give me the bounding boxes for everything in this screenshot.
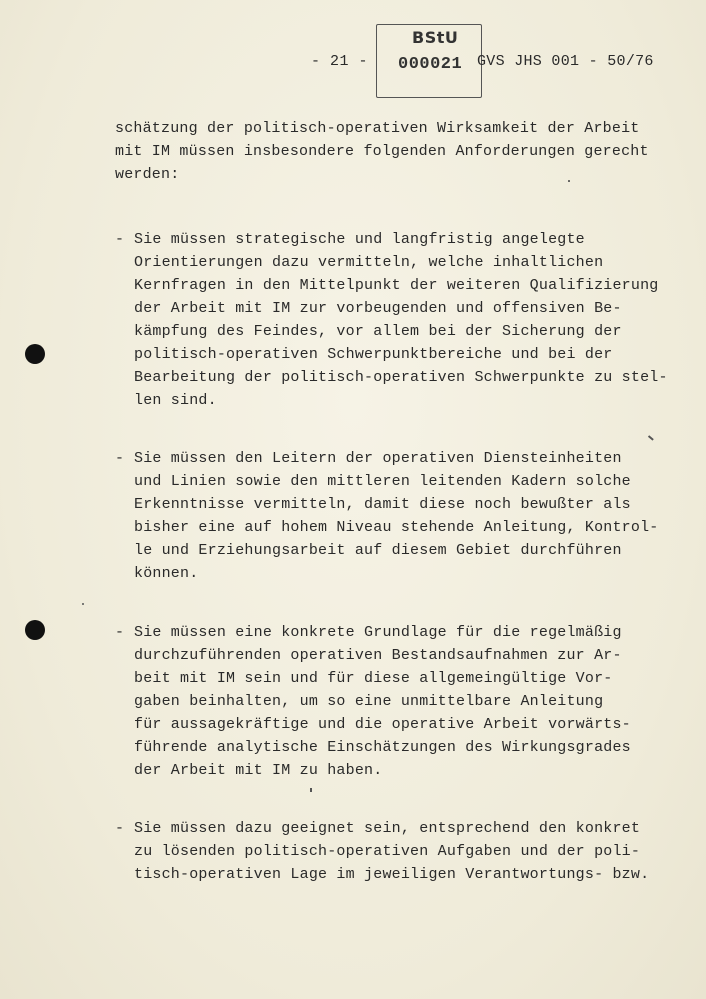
bullet-dash: - <box>115 231 125 248</box>
stamp-title: BStU <box>412 28 459 47</box>
bullet-line: Sie müssen dazu geeignet sein, entsprechend den konkret <box>134 820 641 837</box>
bullet-line: Bearbeitung der politisch-operativen Schwerpunkte zu stel- <box>134 369 668 386</box>
bullet-line: gaben beinhalten, um so eine unmittelbare Anleitung <box>134 693 604 710</box>
bullet-line: beit mit IM sein und für diese allgemeingültige Vor- <box>134 670 613 687</box>
page-number: - 21 - <box>311 53 369 70</box>
intro-line: schätzung der politisch-operativen Wirksamkeit der Arbeit <box>115 120 640 137</box>
bullet-line: Erkenntnisse vermitteln, damit diese noch bewußter als <box>134 496 631 513</box>
bullet-line: Sie müssen strategische und langfristig angelegte <box>134 231 585 248</box>
paper-speck <box>310 788 312 792</box>
intro-line: mit IM müssen insbesondere folgenden Anforderungen gerecht <box>115 143 649 160</box>
bullet-dash: - <box>115 450 125 467</box>
bullet-line: zu lösenden politisch-operativen Aufgaben und der poli- <box>134 843 641 860</box>
bullet-line: Kernfragen in den Mittelpunkt der weiteren Qualifizierung <box>134 277 659 294</box>
punch-hole <box>25 620 45 640</box>
bullet-line: führende analytische Einschätzungen des Wirkungsgrades <box>134 739 631 756</box>
bullet-line: durchzuführenden operativen Bestandsaufnahmen zur Ar- <box>134 647 622 664</box>
bullet-line: für aussagekräftige und die operative Arbeit vorwärts- <box>134 716 631 733</box>
bullet-line: politisch-operativen Schwerpunktbereiche und bei der <box>134 346 613 363</box>
bullet-line: Sie müssen den Leitern der operativen Diensteinheiten <box>134 450 622 467</box>
bullet-line: bisher eine auf hohem Niveau stehende Anleitung, Kontrol- <box>134 519 659 536</box>
bullet-line: der Arbeit mit IM zu haben. <box>134 762 383 779</box>
bullet-line: und Linien sowie den mittleren leitenden Kadern solche <box>134 473 631 490</box>
bullet-line: können. <box>134 565 199 582</box>
bullet-line: der Arbeit mit IM zur vorbeugenden und offensiven Be- <box>134 300 622 317</box>
bullet-line: Sie müssen eine konkrete Grundlage für die regelmäßig <box>134 624 622 641</box>
paper-speck <box>568 180 570 182</box>
bullet-line: le und Erziehungsarbeit auf diesem Gebiet durchführen <box>134 542 622 559</box>
intro-line: werden: <box>115 166 180 183</box>
bullet-dash: - <box>115 820 125 837</box>
paper-speck <box>82 603 84 605</box>
paper-speck <box>648 435 654 440</box>
bullet-line: tisch-operativen Lage im jeweiligen Verantwortungs- bzw. <box>134 866 650 883</box>
bullet-line: kämpfung des Feindes, vor allem bei der Sicherung der <box>134 323 622 340</box>
bullet-line: len sind. <box>134 392 217 409</box>
punch-hole <box>25 344 45 364</box>
bullet-dash: - <box>115 624 125 641</box>
document-reference: GVS JHS 001 - 50/76 <box>477 53 654 70</box>
stamp-number: 000021 <box>398 55 463 74</box>
bullet-line: Orientierungen dazu vermitteln, welche inhaltlichen <box>134 254 604 271</box>
